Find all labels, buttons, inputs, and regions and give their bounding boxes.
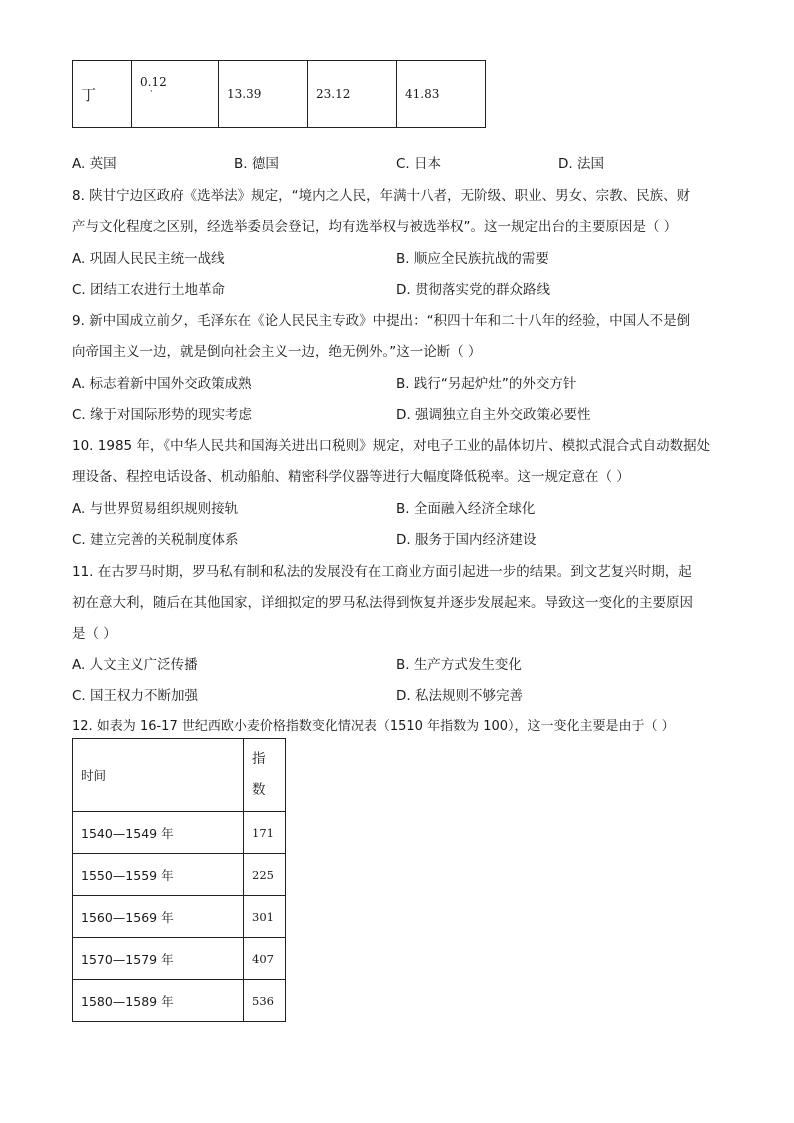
period-cell: 1550—1559 年 bbox=[73, 854, 244, 896]
q8-option-d: D. 贯彻落实党的群众路线 bbox=[396, 282, 550, 298]
q12-stem-line: 12. 如表为 16-17 世纪西欧小麦价格指数变化情况表（1510 年指数为 100），这一变化主要是由于（ ） bbox=[72, 719, 675, 734]
period-cell: 1560—1569 年 bbox=[73, 896, 244, 938]
q11-stem-line: 初在意大利，随后在其他国家，详细拟定的罗马私法得到恢复并逐步发展起来。导致这一变化的主要原因 bbox=[72, 595, 693, 611]
q11-stem-line: 是（ ） bbox=[72, 626, 117, 642]
q7-option-b: B. 德国 bbox=[234, 156, 279, 172]
q8-option-b: B. 顺应全民族抗战的需要 bbox=[396, 251, 549, 267]
q9-option-d: D. 强调独立自主外交政策必要性 bbox=[396, 407, 591, 423]
q10-option-c: C. 建立完善的关税制度体系 bbox=[72, 532, 239, 548]
q10-option-b: B. 全面融入经济全球化 bbox=[396, 501, 536, 517]
q8-stem-line: 产与文化程度之区别，经选举委员会登记，均有选举权与被选举权”。这一规定出台的主要原因是（ ） bbox=[72, 219, 678, 235]
table-row bbox=[73, 61, 486, 128]
index-cell: 536 bbox=[244, 980, 286, 1022]
table-cell: 41.83 bbox=[397, 61, 486, 128]
q11-option-a: A. 人文主义广泛传播 bbox=[72, 657, 198, 673]
q9-stem-line: 向帝国主义一边，就是倒向社会主义一边，绝无例外。”这一论断（ ） bbox=[72, 344, 482, 360]
table-row bbox=[73, 938, 286, 980]
table-row bbox=[73, 896, 286, 938]
q9-option-a: A. 标志着新中国外交政策成熟 bbox=[72, 376, 252, 392]
q8-stem-line: 8. 陕甘宁边区政府《选举法》规定，“境内之人民，年满十八者，无阶级、职业、男女、宗教、民族、财 bbox=[72, 188, 691, 204]
table-cell: 丁 bbox=[73, 61, 132, 128]
q11-option-d: D. 私法规则不够完善 bbox=[396, 688, 523, 704]
q9-stem-line: 9. 新中国成立前夕，毛泽东在《论人民民主专政》中提出：“积四十年和二十八年的经验，中国人不是倒 bbox=[72, 313, 691, 329]
q10-stem-line: 理设备、程控电话设备、机动船舶、精密科学仪器等进行大幅度降低税率。这一规定意在（ ） bbox=[72, 469, 630, 485]
index-cell: 171 bbox=[244, 812, 286, 854]
q9-option-c: C. 缘于对国际形势的现实考虑 bbox=[72, 407, 253, 423]
table-row bbox=[73, 812, 286, 854]
period-cell: 1570—1579 年 bbox=[73, 938, 244, 980]
index-cell: 407 bbox=[244, 938, 286, 980]
index-cell: 225 bbox=[244, 854, 286, 896]
table-cell: 13.39 bbox=[219, 61, 308, 128]
table-row bbox=[73, 980, 286, 1022]
q11-option-c: C. 国王权力不断加强 bbox=[72, 688, 199, 704]
q9-option-b: B. 践行“另起炉灶”的外交方针 bbox=[396, 376, 577, 392]
q7-option-c: C. 日本 bbox=[396, 156, 442, 172]
q8-option-a: A. 巩固人民民主统一战线 bbox=[72, 251, 225, 267]
table-row bbox=[73, 854, 286, 896]
q11-stem-line: 11. 在古罗马时期，罗马私有制和私法的发展没有在工商业方面引起进一步的结果。到文艺复兴时期，起 bbox=[72, 564, 692, 580]
table-header-row bbox=[73, 739, 286, 812]
q10-stem-line: 10. 1985 年，《中华人民共和国海关进出口税则》规定，对电子工业的晶体切片、模拟式混合式自动数据处 bbox=[72, 438, 711, 454]
wheat-price-index-table bbox=[72, 738, 286, 1022]
table-cell: 23.12 bbox=[308, 61, 397, 128]
q7-option-d: D. 法国 bbox=[558, 156, 604, 172]
q11-option-b: B. 生产方式发生变化 bbox=[396, 657, 522, 673]
index-cell: 301 bbox=[244, 896, 286, 938]
q10-option-d: D. 服务于国内经济建设 bbox=[396, 532, 537, 548]
country-data-table bbox=[72, 60, 486, 128]
q8-option-c: C. 团结工农进行土地革命 bbox=[72, 282, 226, 298]
table-cell: 0.12 · bbox=[132, 61, 219, 128]
q10-option-a: A. 与世界贸易组织规则接轨 bbox=[72, 501, 239, 517]
q7-option-a: A. 英国 bbox=[72, 156, 117, 172]
period-cell: 1580—1589 年 bbox=[73, 980, 244, 1022]
header-index: 指 数 bbox=[244, 739, 286, 812]
header-time: 时间 bbox=[73, 739, 244, 812]
period-cell: 1540—1549 年 bbox=[73, 812, 244, 854]
